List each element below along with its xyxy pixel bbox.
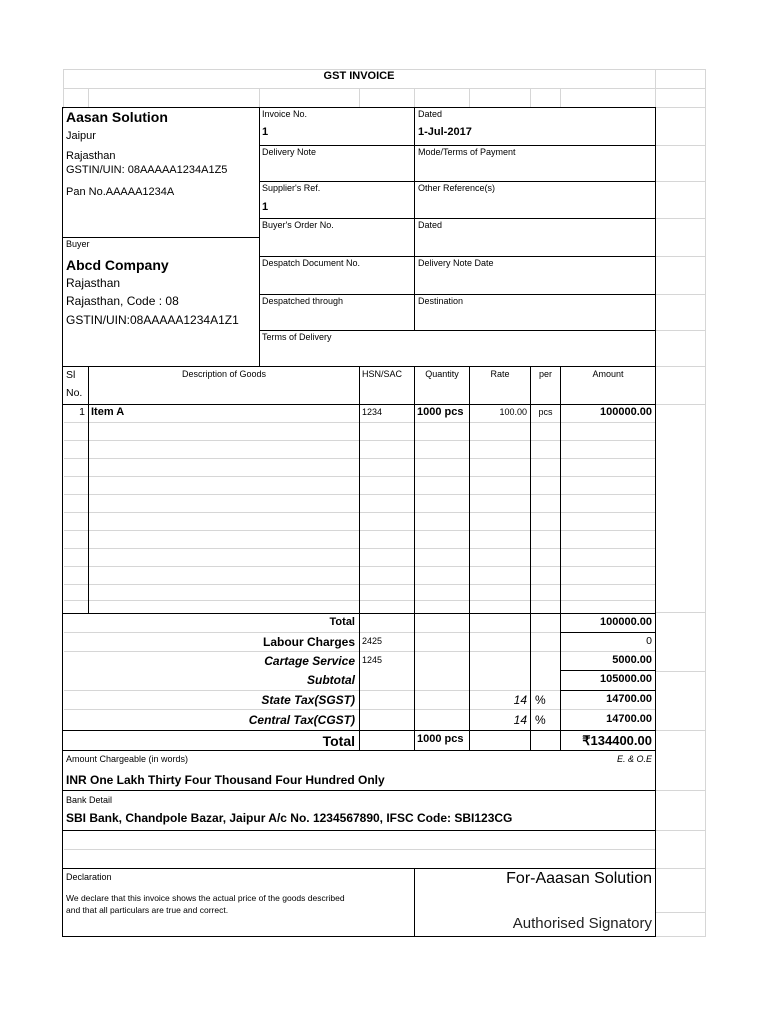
authorised-signatory: Authorised Signatory [512, 915, 652, 932]
subtotal-amount: 105000.00 [600, 673, 652, 685]
item-hsn: 1234 [362, 407, 383, 417]
seller-city: Jaipur [66, 130, 96, 142]
cartage-amount: 5000.00 [612, 654, 652, 666]
col-header-amount: Amount [592, 369, 624, 379]
grand-total-quantity: 1000 pcs [417, 733, 464, 745]
declaration-label: Declaration [66, 872, 112, 882]
grand-total-label: Total [322, 733, 355, 749]
sgst-unit: % [535, 693, 546, 707]
buyer-gstin: GSTIN/UIN:08AAAAA1234A1Z1 [66, 313, 239, 327]
grand-total-amount: ₹134400.00 [582, 733, 652, 748]
buyer-line1: Rajasthan [66, 276, 121, 290]
buyers-order-label: Buyer's Order No. [262, 220, 334, 230]
dated-label: Dated [418, 109, 443, 119]
labour-amount: 0 [646, 635, 652, 647]
invoice-no-value: 1 [262, 126, 269, 138]
buyer-label: Buyer [66, 239, 90, 249]
labour-hsn: 2425 [362, 636, 383, 646]
item-sl: 1 [79, 406, 85, 418]
words-label: Amount Chargeable (in words) [66, 754, 189, 764]
for-company: For-Aaasan Solution [506, 870, 652, 887]
destination-label: Destination [418, 296, 464, 306]
cartage-hsn: 1245 [362, 655, 383, 665]
declaration-line1: We declare that this invoice shows the actual price of the goods described [66, 893, 345, 903]
bank-detail: SBI Bank, Chandpole Bazar, Jaipur A/c No. 1234567890, IFSC Code: SBI123CG [66, 811, 513, 825]
total-label: Total [329, 616, 355, 628]
cartage-label: Cartage Service [264, 654, 355, 668]
cgst-amount: 14700.00 [606, 713, 652, 725]
item-rate: 100.00 [499, 407, 527, 417]
suppliers-ref-value: 1 [262, 201, 269, 213]
invoice-title: GST INVOICE [323, 70, 395, 82]
seller-state: Rajasthan [66, 150, 116, 162]
suppliers-ref-label: Supplier's Ref. [262, 183, 321, 193]
delivery-note-date-label: Delivery Note Date [418, 258, 494, 268]
dated2-label: Dated [418, 220, 443, 230]
mode-terms-label: Mode/Terms of Payment [418, 147, 516, 157]
item-per: pcs [538, 407, 553, 417]
buyer-line2: Rajasthan, Code : 08 [66, 294, 179, 308]
labour-label: Labour Charges [262, 635, 355, 649]
seller-gstin: GSTIN/UIN: 08AAAAA1234A1Z5 [66, 164, 228, 176]
despatch-doc-label: Despatch Document No. [262, 258, 361, 268]
subtotal-label: Subtotal [307, 673, 355, 687]
cgst-label: Central Tax(CGST) [248, 713, 355, 727]
bank-label: Bank Detail [66, 795, 113, 805]
col-header-hsn: HSN/SAC [362, 369, 403, 379]
item-description: Item A [91, 406, 125, 418]
delivery-note-label: Delivery Note [262, 147, 317, 157]
declaration-line2: and that all particulars are true and correct. [66, 905, 229, 915]
amount-in-words: INR One Lakh Thirty Four Thousand Four Hundred Only [66, 773, 385, 787]
item-quantity: 1000 pcs [417, 406, 464, 418]
col-header-quantity: Quantity [425, 369, 459, 379]
despatched-through-label: Despatched through [262, 296, 344, 306]
sgst-rate: 14 [513, 693, 527, 707]
cgst-rate: 14 [513, 713, 527, 727]
col-header-description: Description of Goods [181, 369, 267, 379]
col-header-per: per [538, 369, 552, 379]
item-amount: 100000.00 [600, 406, 652, 418]
seller-name: Aasan Solution [66, 109, 168, 125]
buyer-name: Abcd Company [66, 257, 169, 273]
cgst-unit: % [535, 713, 546, 727]
col-header-no: No. [66, 387, 83, 399]
dated-value: 1-Jul-2017 [418, 126, 472, 138]
col-header-sl: Sl [66, 369, 76, 381]
col-header-rate: Rate [490, 369, 510, 379]
sgst-amount: 14700.00 [606, 693, 652, 705]
invoice-no-label: Invoice No. [262, 109, 308, 119]
total-amount: 100000.00 [600, 616, 652, 628]
eoe-note: E. & O.E [616, 754, 652, 764]
seller-pan: Pan No.AAAAA1234A [66, 186, 175, 198]
other-refs-label: Other Reference(s) [418, 183, 496, 193]
terms-delivery-label: Terms of Delivery [262, 332, 332, 342]
sgst-label: State Tax(SGST) [261, 693, 355, 707]
